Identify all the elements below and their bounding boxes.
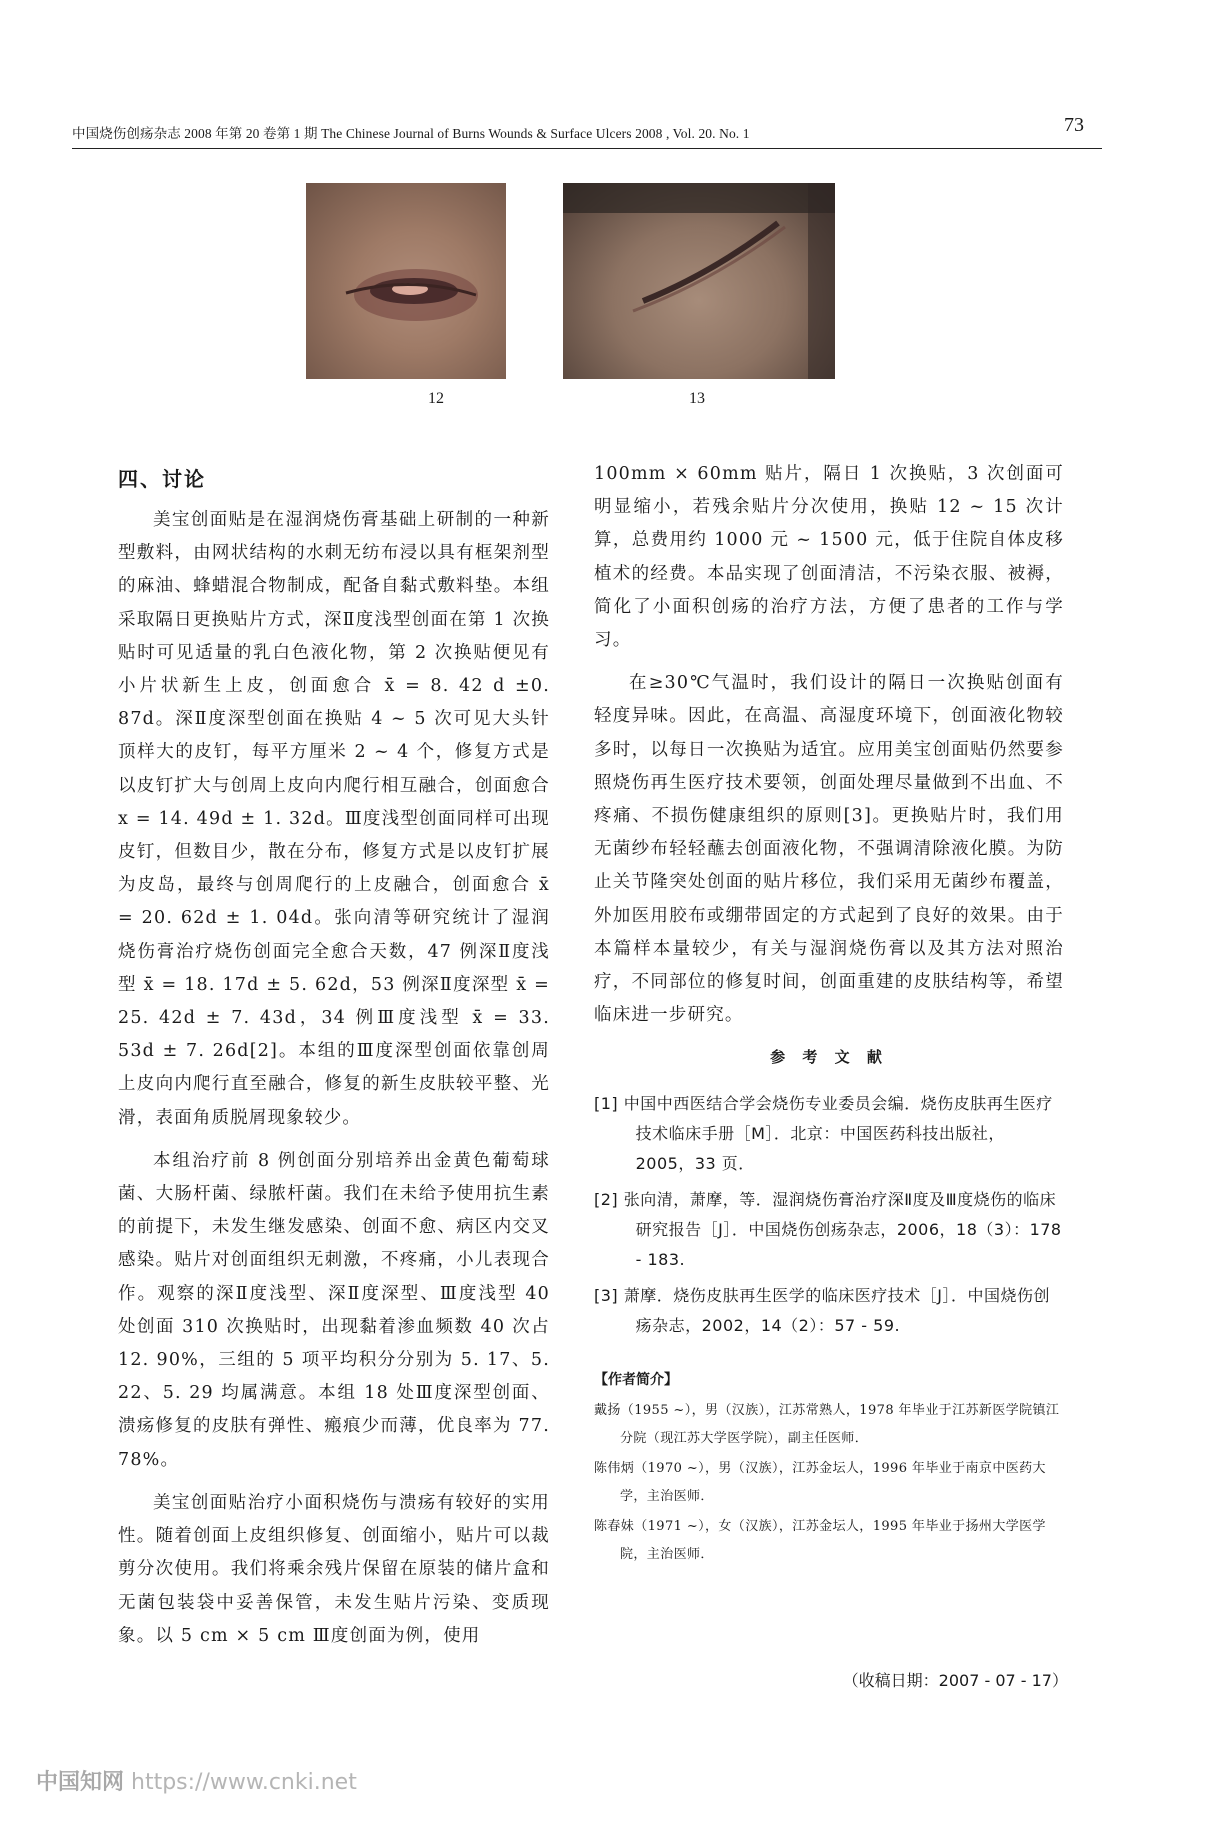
page-number: 73	[1064, 114, 1084, 136]
author-bio-heading: 【作者简介】	[594, 1372, 678, 1389]
body-paragraph: 美宝创面贴是在湿润烧伤膏基础上研制的一种新型敷料，由网状结构的水刺无纺布浸以具有框架剂型的麻油、蜂蜡混合物制成，配备自黏式敷料垫。本组采取隔日更换贴片方式，深Ⅱ度浅型创面在第 1 次换贴时可见适量的乳白色液化物，第 2 次换贴便见有小片状新生上皮，创面愈合 x̄ = 8. 42 d ±0. 87d。深Ⅱ度深型创面在换贴 4 ~ 5 次可见大头针顶样大的皮钉，每平方厘米 2 ~ 4 个，修复方式是以皮钉扩大与创周上皮向内爬行相互融合，创面愈合 x = 14. 49d ± 1. 32d。Ⅲ度浅型创面同样可出现皮钉，但数目少，散在分布，修复方式是以皮钉扩展为皮岛，最终与创周爬行的上皮融合，创面愈合 x̄ = 20. 62d ± 1. 04d。张向清等研究统计了湿润烧伤膏治疗烧伤创面完全愈合天数，47 例深Ⅱ度浅型 x̄ = 18. 17d ± 5. 62d，53 例深Ⅱ度深型 x̄ = 25. 42d ± 7. 43d，34 例Ⅲ度浅型 x̄ = 33. 53d ± 7. 26d[2]。本组的Ⅲ度深型创面依靠创周上皮向内爬行直至融合，修复的新生皮肤较平整、光滑，表面角质脱屑现象较少。	[118, 510, 550, 1128]
right-column	[594, 458, 1064, 1571]
body-paragraph: 本组治疗前 8 例创面分别培养出金黄色葡萄球菌、大肠杆菌、绿脓杆菌。我们在未给予使用抗生素的前提下，未发生继发感染、创面不愈、病区内交叉感染。贴片对创面组织无刺激，不疼痛，小儿表现合作。观察的深Ⅱ度浅型、深Ⅱ度深型、Ⅲ度浅型 40 处创面 310 次换贴时，出现黏着渗血频数 40 次占 12. 90%，三组的 5 项平均积分分别为 5. 17、5. 22、5. 29 均属满意。本组 18 处Ⅲ度深型创面、溃疡修复的皮肤有弹性、瘢痕少而薄，优良率为 77. 78%。	[118, 1150, 550, 1470]
cnki-watermark	[36, 1765, 357, 1796]
left-column	[118, 455, 550, 1663]
reference-item: [1] 中国中西医结合学会烧伤专业委员会编．烧伤皮肤再生医疗技术临床手册［M］．北京：中国医药科技出版社，2005，33 页．	[594, 1094, 1053, 1174]
author-bio: 陈春妹（1971 ~），女（汉族），江苏金坛人，1995 年毕业于扬州大学医学院，主治医师．	[594, 1519, 1046, 1563]
reference-item: [3] 萧摩．烧伤皮肤再生医学的临床医疗技术［J］．中国烧伤创疡杂志，2002，14（2）：57 - 59.	[594, 1286, 1050, 1336]
wound-photo-12-illustration	[306, 183, 506, 379]
watermark-brand: 中国知网	[36, 1770, 125, 1795]
reference-item: [2] 张向清，萧摩，等．湿润烧伤膏治疗深Ⅱ度及Ⅲ度烧伤的临床研究报告［J］．中国烧伤创疡杂志，2006，18（3）：178 - 183.	[594, 1190, 1062, 1270]
figure-13-caption: 13	[689, 390, 705, 407]
figure-12-wound-photo	[306, 183, 506, 379]
section-heading-discussion: 四、讨论	[118, 467, 206, 491]
watermark-url: https://www.cnki.net	[131, 1770, 357, 1795]
author-bio: 陈伟炳（1970 ~），男（汉族），江苏金坛人，1996 年毕业于南京中医药大学，主治医师．	[594, 1461, 1046, 1505]
body-paragraph: 美宝创面贴治疗小面积烧伤与溃疡有较好的实用性。随着创面上皮组织修复、创面缩小，贴片可以裁剪分次使用。我们将乘余残片保留在原装的储片盒和无菌包装袋中妥善保管，未发生贴片污染、变质现象。以 5 cm × 5 cm Ⅲ度创面为例，使用	[118, 1492, 550, 1646]
references-title: 参 考 文 献	[770, 1048, 888, 1067]
figure-13-wound-photo	[563, 183, 835, 379]
body-paragraph: 在≥30℃气温时，我们设计的隔日一次换贴创面有轻度异味。因此，在高温、高湿度环境下，创面液化物较多时，以每日一次换贴为适宜。应用美宝创面贴仍然要参照烧伤再生医疗技术要领，创面处理尽量做到不出血、不疼痛、不损伤健康组织的原则[3]。更换贴片时，我们用无菌纱布轻轻蘸去创面液化物，不强调清除液化膜。为防止关节隆突处创面的贴片移位，我们采用无菌纱布覆盖，外加医用胶布或绷带固定的方式起到了良好的效果。由于本篇样本量较少，有关与湿润烧伤膏以及其方法对照治疗，不同部位的修复时间，创面重建的皮肤结构等，希望临床进一步研究。	[594, 673, 1064, 1026]
body-paragraph: 100mm × 60mm 贴片，隔日 1 次换贴，3 次创面可明显缩小，若残余贴片分次使用，换贴 12 ~ 15 次计算，总费用约 1000 元 ~ 1500 元，低于住院自体皮移植术的经费。本品实现了创面清洁，不污染衣服、被褥，简化了小面积创疡的治疗方法，方便了患者的工作与学习。	[594, 464, 1064, 651]
running-header	[72, 114, 1102, 149]
journal-header-text: 中国烧伤创疡杂志 2008 年第 20 卷第 1 期 The Chinese Journal of Burns Wounds & Surface Ulcers 2008 , Vol. 20. No. 1	[72, 126, 750, 141]
received-date: （收稿日期：2007 - 07 - 17）	[842, 1671, 1068, 1690]
wound-photo-13-illustration	[563, 183, 835, 379]
author-bio: 戴扬（1955 ~），男（汉族），江苏常熟人，1978 年毕业于江苏新医学院镇江分院（现江苏大学医学院），副主任医师．	[594, 1403, 1060, 1447]
figure-12-caption: 12	[428, 390, 444, 407]
